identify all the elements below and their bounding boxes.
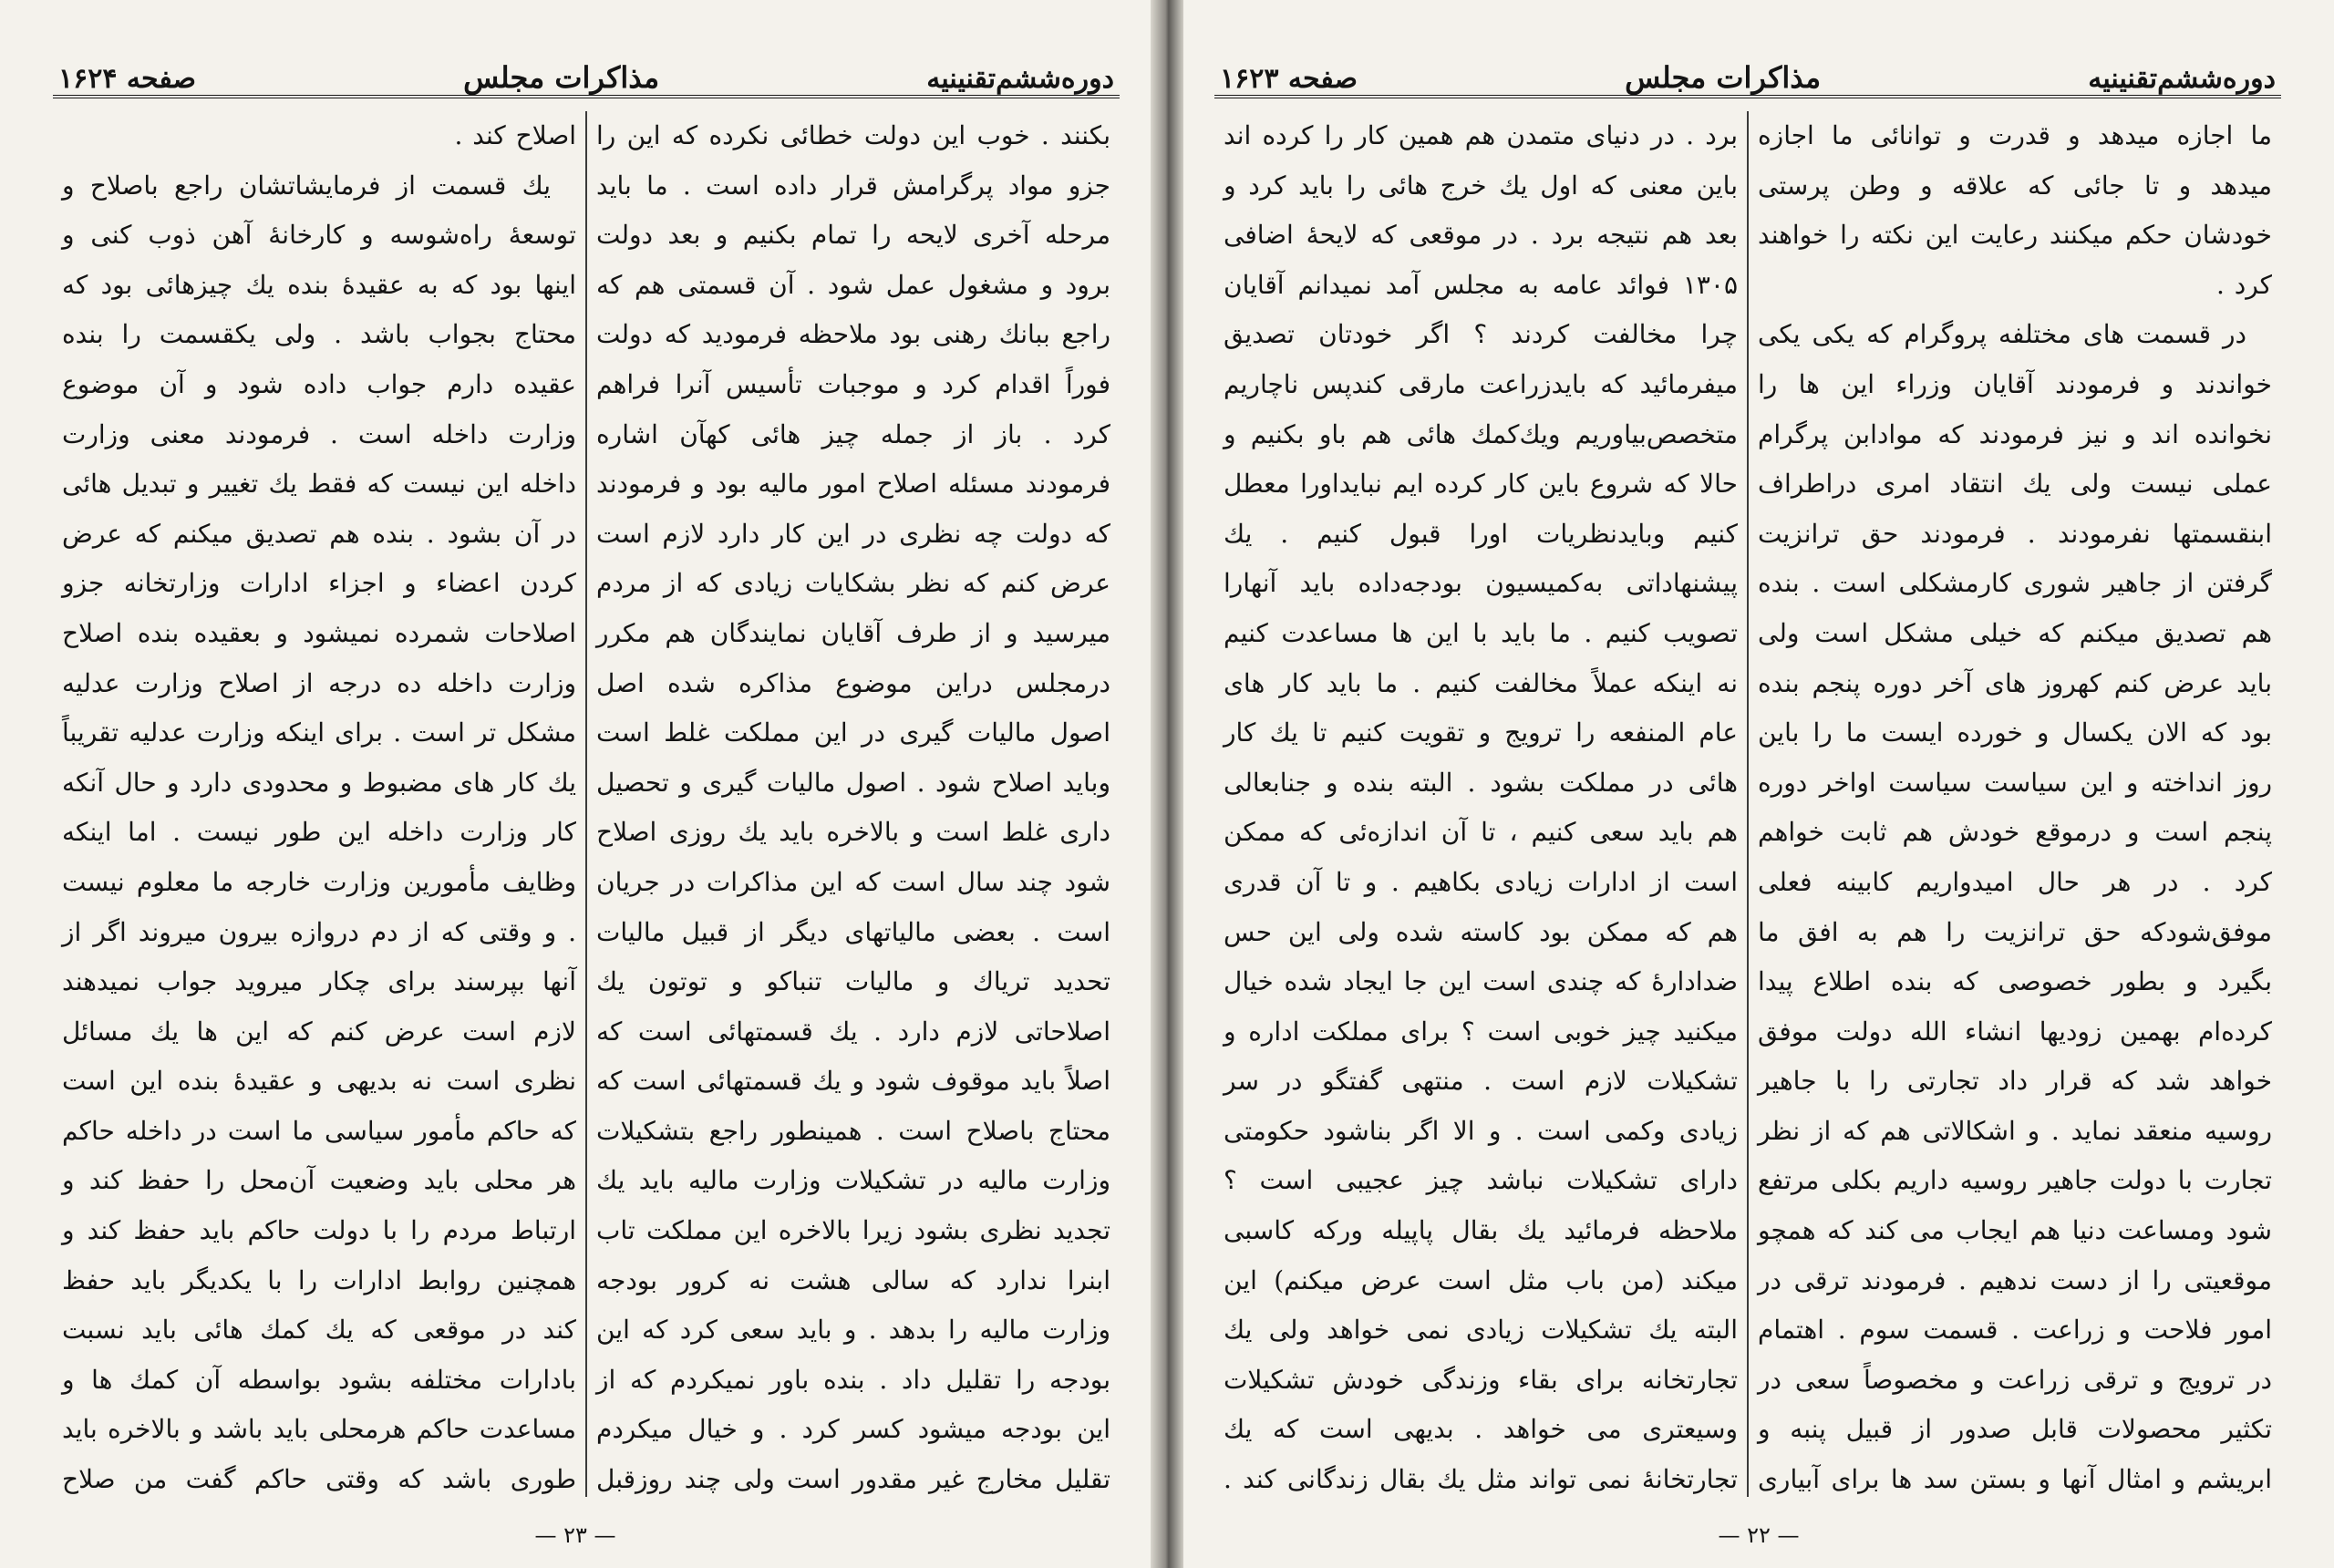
header-title: مذاکرات مجلس — [463, 60, 660, 95]
text-columns — [1214, 111, 2281, 1497]
paragraph: ما اجازه میدهد و قدرت و توانائی ما اجازه میدهد و تا جائی که علاقه و وطن پرستی خودشان حکم میکنند رعایت این نکته را خواهند کرد . — [1758, 120, 2272, 300]
text-column-left — [1214, 111, 1747, 1497]
column-rule — [585, 111, 587, 1497]
paragraph: در قسمت های مختلفه پروگرام که یکی یکی خواندند و فرمودند آقایان وزراء این ها را نخوانده اند و نیز فرمودند که موادابن پرگرام عملی نیست ولی یك انتقاد امری دراطراف ابنقسمتها نفرمودند . فرمودند حق ترانزیت گرفتن از جاهیر شوری کارمشکلی است . بنده هم تصدیق میکنم که خیلی مشکل است ولی باید عرض کنم کهروز های آخر دوره پنجم بنده بود که الان یکسال و خورده ایست ما را باین روز انداخته و این سیاست سیاست اواخر دوره پنجم است و درموقع خودش هم ثابت خواهم کرد . در هر حال امیدواریم کابینه فعلی موفق‌شود‌که حق ترانزیت را هم به افق ما بگیرد و بطور خصوصی که بنده اطلاع پیدا کرده‌ام بهمین زودیها انشاء الله دولت موفق خواهد شد که قرار داد تجارتی را با جاهیر روسیه منعقد نماید . و اشکالاتی هم که از نظر تجارت با دولت جاهیر روسیه داریم بکلی مرتفع شود ومساعت دنیا هم ایجاب می کند که همچو موقعیتی را از دست ندهیم . فرمودند ترقی در امور فلاحت و زراعت . قسمت سوم . اهتمام در ترویج و ترقی زراعت و مخصوصاً سعی در تکثیر محصولات قابل صدور از قبیل پنبه و ابریشم و امثال آنها و بستن سد ها برای آبیاری — [1758, 319, 2272, 1495]
paragraph: یك قسمت از فرمایشاتشان راجع باصلاح و توسعهٔ راه‌شوسه و کارخانهٔ آهن ذوب کنی و اینها بود که به عقیدهٔ بنده یك چیزهائی بود که محتاج بجواب باشد . ولی یکقسمت را بنده عقیده دارم جواب داده شود و آن موضوع وزارت داخله است . فرمودند معنی وزارت داخله این نیست که فقط یك تغییر و تبدیل هائی در آن بشود . بنده هم تصدیق میکنم که عرض کردن اعضاء و اجزاء ادارات وزارتخانه جزو اصلاحات شمرده نمیشود و بعقیده بنده اصلاح وزارت داخله ده درجه از اصلاح وزارت عدلیه مشکل تر است . برای اینکه وزارت عدلیه تقریباً یك کار های مضبوط و محدودی دارد و حال آنکه کار وزارت داخله این طور نیست . اما اینکه وظایف مأمورین وزارت خارجه ما معلوم نیست . و وقتی که از دم دروازه بیرون میروند اگر از آنها بپرسند برای چکار میروید جواب نمیدهند لازم است عرض کنم که این ها یك مسائل نظری است نه بدیهی و عقیدهٔ بنده این است که حاکم مأمور سیاسی ما است در داخله حاکم هر محلی باید وضعیت آن‌محل را حفظ کند و ارتباط مردم را با دولت حاکم باید حفظ کند و همچنین روابط ادارات را با یکدیگر باید حفظ کند در موقعی که یك کمك هائی باید نسبت بادارات مختلفه بشود بواسطه آن کمك ها و مساعدت حاکم هرمحلی باید باشد و بالاخره باید طوری باشد که وقتی حاکم گفت من صلاح — [62, 170, 576, 1495]
book-gutter — [1151, 0, 1183, 1568]
page-folio: — ۲۲ — — [1718, 1522, 1800, 1548]
text-columns — [53, 111, 1120, 1497]
header-session: دوره‌ششم‌تقنینیه — [926, 63, 1114, 95]
text-column-right — [587, 111, 1120, 1497]
column-rule — [1747, 111, 1749, 1497]
header-page-number: صفحه ۱۶۲۴ — [58, 63, 196, 95]
header-session: دوره‌ششم‌تقنینیه — [2088, 63, 2276, 95]
running-header — [53, 44, 1120, 98]
paragraph: اصلاح کند . — [454, 120, 576, 150]
paragraph: برد . در دنیای متمدن هم همین کار را کرده اند باین معنی که اول یك خرج هائی را باید کرد و بعد هم نتیجه برد . در موقعی که لایحهٔ اضافی ۱۳۰۵ فوائد عامه به مجلس آمد نمیدانم آقایان چرا مخالفت کردند ؟ اگر خودتان تصدیق میفرمائید که باید‌زراعت مارقی کند‌پس ناچاریم متخصص‌بیاوریم و‌یك‌کمك هائی هم باو بکنیم و حالا که شروع باین کار کرده ایم نبایداورا معطل کنیم وبایدنظریات اورا قبول کنیم . یك پیشنهاداتی به‌کمیسیون بودجه‌داده باید آنهارا تصویب کنیم . ما باید با این ها مساعدت کنیم نه اینکه عملاً مخالفت کنیم . ما باید کار های عام المنفعه را ترویج و تقویت کنیم تا یك کار هائی در مملکت بشود . البته بنده و جنابعالی هم باید سعی کنیم ، تا آن اندازه‌ئی که ممکن است از ادارات زیادی بکاهیم . و تا آن قدری هم که ممکن بود کاسته شده ولی این حس ضدادارهٔ که چندی است این جا ایجاد شده خیال میکنید چیز خوبی است ؟ برای مملکت اداره و تشکیلات لازم است . منتهی گفتگو در سر زیادی وکمی است . و الا اگر بنا‌شود حکومتی دارای تشکیلات نباشد چیز عجیبی است ؟ ملاحظه فرمائید یك بقال پاپیله ورکه کاسبی میکند (من باب مثل است عرض میکنم) این البته یك تشکیلات زیادی نمی خواهد ولی یك تجارتخانه برای بقاء وزندگی خودش تشکیلات وسیعتری می خواهد . بدیهی است که یك تجارتخانهٔ نمی تواند مثل یك بقال زندگانی کند . — [1224, 120, 1738, 1495]
page-folio: — ۲۳ — — [534, 1522, 616, 1548]
header-title: مذاکرات مجلس — [1625, 60, 1822, 95]
text-column-right — [1749, 111, 2281, 1497]
text-column-left — [53, 111, 585, 1497]
right-page — [1183, 0, 2334, 1568]
running-header — [1214, 44, 2281, 98]
left-page — [0, 0, 1151, 1568]
paragraph: بکنند . خوب این دولت خطائی نکرده که این را جزو مواد پرگرامش قرار داده است . ما باید مرحله آخری لایحه را تمام بکنیم و بعد دولت برود و مشغول عمل شود . آن قسمتی هم که راجع ببانك رهنی بود ملاحظه فرمودید که دولت فوراً اقدام کرد و موجبات تأسیس آنرا فراهم کرد . باز از جمله چیز هائی کهآن اشاره فرمودند مسئله اصلاح امور مالیه بود و فرمودند که دولت چه نظری در این کار دارد لازم است عرض کنم که نظر بشکایات زیادی که از مردم میرسید و از طرف آقایان نمایندگان هم مکرر درمجلس دراین موضوع مذاکره شده اصل اصول مالیات گیری در این مملکت غلط است وباید اصلاح شود . اصول مالیات گیری و تحصیل داری غلط است و بالاخره باید یك روزی اصلاح شود چند سال است که این مذاکرات در جریان است . بعضی مالیاتهای دیگر از قبیل مالیات تحدید تریاك و مالیات تنباکو و توتون یك اصلاحاتی لازم دارد . یك قسمتهائی است که اصلاً باید موقوف شود و یك قسمتهائی است که محتاج باصلاح است . همینطور راجع بتشکیلات وزارت مالیه در تشکیلات وزارت مالیه باید یك تجدید نظری بشود زیرا بالاخره این مملکت تاب ابنرا ندارد که سالی هشت نه کرور بودجه وزارت مالیه را بدهد . و باید سعی کرد که این بودجه را تقلیل داد . بنده باور نمیکردم که از این بودجه میشود کسر کرد . و خیال میکردم تقلیل مخارج غیر مقدور است ولی چند روزقبل — [596, 120, 1110, 1495]
header-page-number: صفحه ۱۶۲۳ — [1220, 63, 1358, 95]
